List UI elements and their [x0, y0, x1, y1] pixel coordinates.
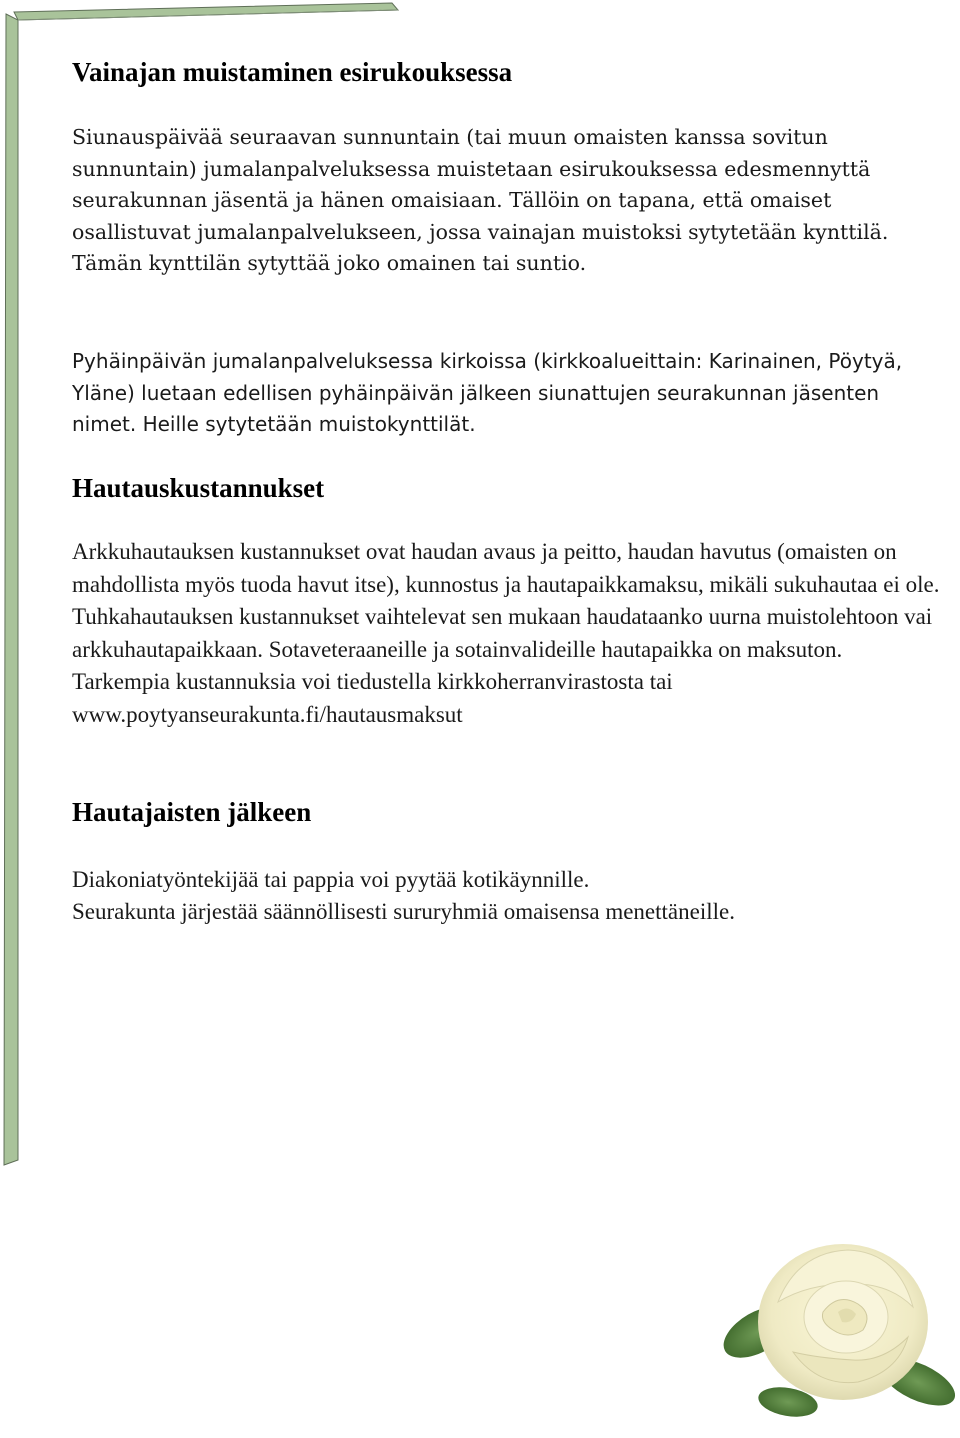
section-title-remembrance: Vainajan muistaminen esirukouksessa: [72, 57, 513, 87]
section-title-after-funeral: Hautajaisten jälkeen: [72, 797, 312, 827]
paragraph-all-saints-day: Pyhäinpäivän jumalanpalveluksessa kirkoissa (kirkkoalueittain: Karinainen, Pöytyä, Yläne) luetaan edellisen pyhäinpäivän jälkeen siunattujen seurakunnan jäsenten nimet. Heille sytytetään muistokynttilät.: [72, 349, 903, 436]
section-title-funeral-costs: Hautauskustannukset: [72, 473, 325, 503]
line-grief-groups: Seurakunta järjestää säännöllisesti sururyhmiä omaisensa menettäneille.: [72, 899, 735, 924]
paragraph-funeral-costs: Arkkuhautauksen kustannukset ovat haudan avaus ja peitto, haudan havutus (omaisten on mahdollista myös tuoda havut itse), kunnostus ja hautapaikkamaksu, mikäli sukuhautaa ei ole. Tuhkahautauksen kustannukset vaihtelevat sen mukaan haudataanko uurna muistolehtoon vai arkkuhautapaikkaan. Sotaveteraaneille ja sotainvalideille hautapaikka on maksuton. Tarkempia kustannuksia voi tiedustella kirkkoherranvirastosta tai www.poytyanseurakunta.fi/hautausmaksut: [72, 539, 940, 727]
white-rose-image: [718, 1212, 960, 1438]
line-home-visit: Diakoniatyöntekijää tai pappia voi pyytää kotikäynnille.: [72, 867, 590, 892]
paragraph-remembrance-sunday: Siunauspäivää seuraavan sunnuntain (tai muun omaisten kanssa sovitun sunnuntain) jumalanpalveluksessa muistetaan esirukouksessa edesmennyttä seurakunnan jäsentä ja hänen omaisiaan. Tällöin on tapana, että omaiset osallistuvat jumalanpalvelukseen, jossa vainajan muistoksi sytytetään kynttilä. Tämän kynttilän sytyttää joko omainen tai suntio.: [72, 125, 889, 275]
after-funeral-lines: [72, 864, 735, 928]
